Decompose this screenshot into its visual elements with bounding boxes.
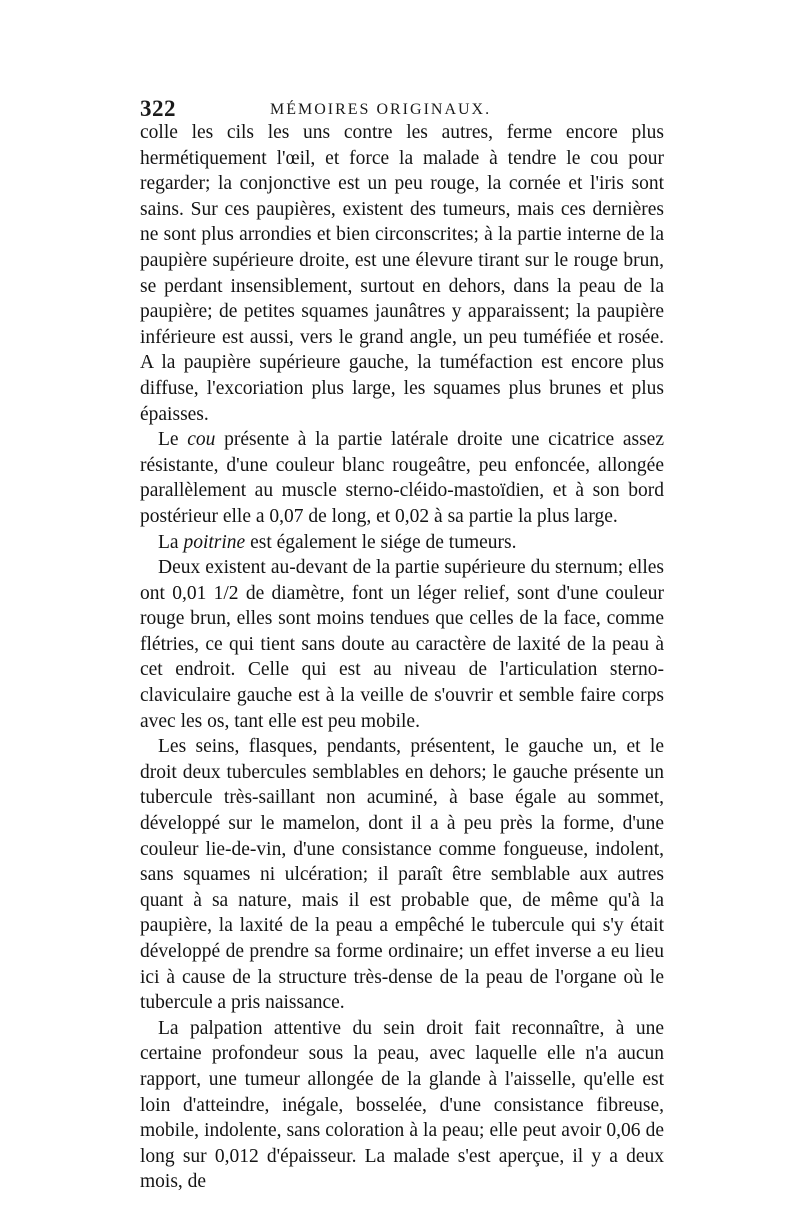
paragraph-breasts: Les seins, flasques, pendants, présentent, le gauche un, et le droit deux tubercules semblables en dehors; le gauche présente un tubercule très-saillant non acuminé, à base égale au sommet, développé sur le mamelon, dont il a à peu près la forme, d'une couleur lie-de-vin, d'une consistance comme fongueuse, indolent, sans squames ni ulcération; il paraît être semblable aux autres quant à sa nature, mais il est probable que, de même qu'à la paupière, la laxité de la peau a empêché le tubercule qui s'y était développé de prendre sa forme ordinaire; un effet inverse a eu lieu ici à cause de la structure très-dense de la peau de l'organe où le tubercule a pris naissance. [140,736,664,1014]
page-number: 322 [140,96,176,121]
paragraph-neck-text: présente à la partie latérale droite une cicatrice assez résistante, d'une couleur blanc rougeâtre, peu enfoncée, allongée parallèlement au muscle sterno-cléido-mastoïdien, et à son bord postérieur elle a 0,07 de long, et 0,02 à sa partie la plus large. [140,429,664,527]
paragraph-neck [140,427,664,529]
body-text [140,120,664,1195]
paragraph-chest-emphasis: poitrine [183,531,246,553]
paragraph-chest-lead: La [158,531,179,553]
paragraph-chest-text: est également le siége de tumeurs. [250,531,517,553]
paragraph-neck-emphasis: cou [187,429,216,451]
paragraph-chest [140,530,664,556]
running-title: MÉMOIRES ORIGINAUX. [270,101,492,118]
paragraph-sternum: Deux existent au-devant de la partie supérieure du sternum; elles ont 0,01 1/2 de diamètre, font un léger relief, sont d'une couleur rouge brun, elles sont moins tendues que celles de la face, comme flétries, ce qui tient sans doute au caractère de laxité de la peau à cet endroit. Celle qui est au niveau de l'articulation sterno-claviculaire gauche est à la veille de s'ouvrir et semble faire corps avec les os, tant elle est peu mobile. [140,557,664,732]
paragraph-eyelids: colle les cils les uns contre les autres, ferme encore plus hermétiquement l'œil, et force la malade à tendre le cou pour regarder; la conjonctive est un peu rouge, la cornée et l'iris sont sains. Sur ces paupières, existent des tumeurs, mais ces dernières ne sont plus arrondies et bien circonscrites; à la partie interne de la paupière supérieure droite, est une élevure tirant sur le rouge brun, se perdant insensiblement, surtout en dehors, dans la peau de la paupière; de petites squames jaunâtres y apparaissent; la paupière inférieure est aussi, vers le grand angle, un peu tuméfiée et rosée. A la paupière supérieure gauche, la tuméfaction est encore plus diffuse, l'excoriation plus large, les squames plus brunes et plus épaisses. [140,122,664,425]
paragraph-palpation: La palpation attentive du sein droit fait reconnaître, à une certaine profondeur sous la peau, avec laquelle elle n'a aucun rapport, une tumeur allongée de la glande à l'aisselle, qu'elle est loin d'atteindre, inégale, bosselée, d'une consistance fibreuse, mobile, indolente, sans coloration à la peau; elle peut avoir 0,06 de long sur 0,012 d'épaisseur. La malade s'est aperçue, il y a deux mois, de [140,1017,664,1193]
paragraph-neck-lead: Le [158,429,179,451]
